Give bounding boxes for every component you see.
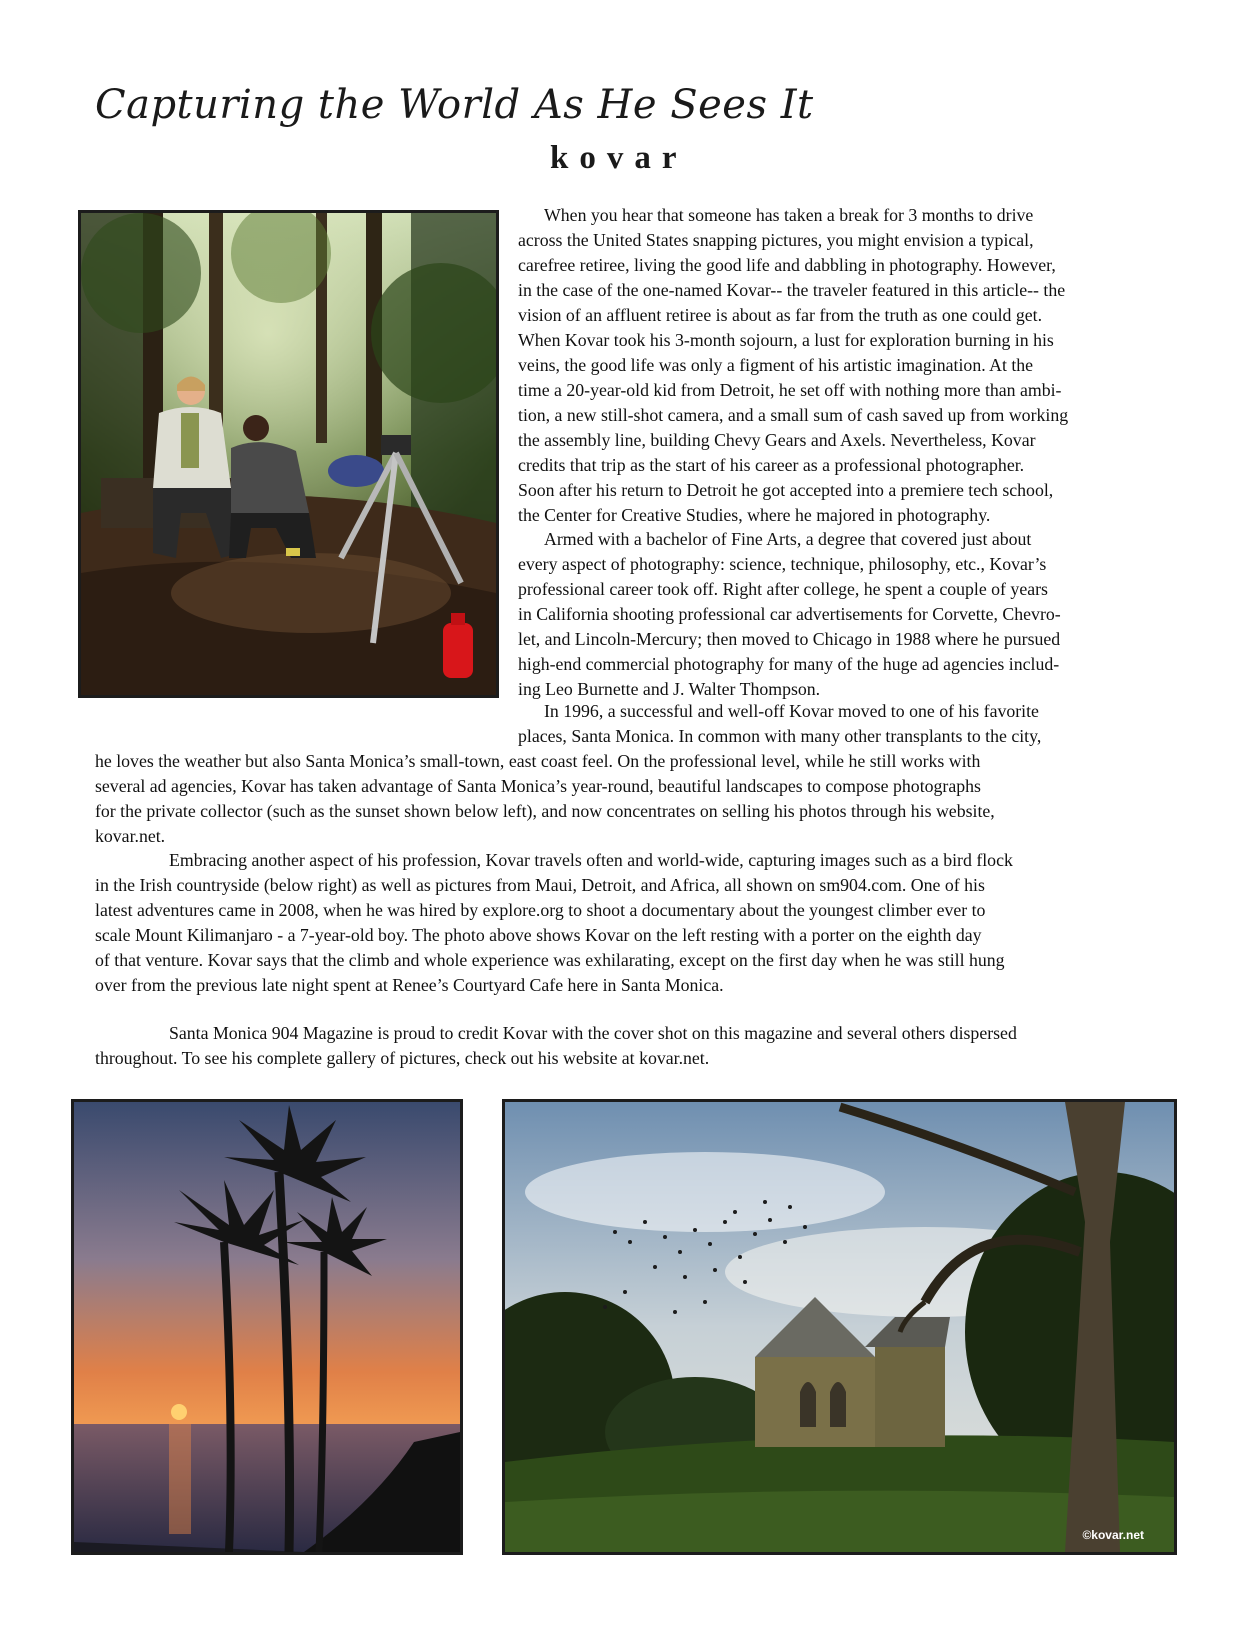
text-line: In 1996, a successful and well-off Kovar moved to one of his favorite: [544, 701, 1039, 721]
paragraph-credit: [95, 1021, 1017, 1071]
text-line: time a 20-year-old kid from Detroit, he set off with nothing more than ambi-: [518, 380, 1062, 400]
photo-credit: ©kovar.net: [1082, 1528, 1144, 1542]
text-line: Embracing another aspect of his profession, Kovar travels often and world-wide, capturing images such as a bird flock: [169, 850, 1013, 870]
paragraph-travels: [95, 848, 1013, 998]
text-line: every aspect of photography: science, technique, philosophy, etc., Kovar’s: [518, 554, 1047, 574]
text-line: latest adventures came in 2008, when he was hired by explore.org to shoot a documentary about the youngest climber ever to: [95, 900, 986, 920]
text-line: let, and Lincoln-Mercury; then moved to Chicago in 1988 where he pursued: [518, 629, 1061, 649]
text-line: When you hear that someone has taken a break for 3 months to drive: [544, 205, 1034, 225]
text-line: veins, the good life was only a figment of his artistic imagination. At the: [518, 355, 1034, 375]
text-line: in California shooting professional car advertisements for Corvette, Chevro-: [518, 604, 1061, 624]
text-line: in the case of the one-named Kovar-- the traveler featured in this article-- the: [518, 280, 1066, 300]
text-line: throughout. To see his complete gallery of pictures, check out his website at kovar.net.: [95, 1048, 710, 1068]
article-title: Capturing the World As He Sees It: [95, 82, 814, 128]
text-line: Soon after his return to Detroit he got accepted into a premiere tech school,: [518, 480, 1054, 500]
paragraph-intro: [518, 203, 1068, 528]
text-line: for the private collector (such as the sunset shown below left), and now concentrates on selling his photos through his website,: [95, 801, 995, 821]
text-line: professional career took off. Right after college, he spent a couple of years: [518, 579, 1048, 599]
article-byline: kovar: [550, 140, 688, 176]
text-line: the Center for Creative Studies, where he majored in photography.: [518, 505, 991, 525]
paragraph-santa-monica: [95, 699, 1041, 849]
text-line: across the United States snapping pictures, you might envision a typical,: [518, 230, 1034, 250]
text-line: tion, a new still-shot camera, and a small sum of cash saved up from working: [518, 405, 1069, 425]
santa-monica-sunset-photo: [71, 1099, 463, 1555]
text-line: When Kovar took his 3-month sojourn, a lust for exploration burning in his: [518, 330, 1054, 350]
text-line: high-end commercial photography for many of the huge ad agencies includ-: [518, 654, 1060, 674]
text-line: ing Leo Burnette and J. Walter Thompson.: [518, 679, 821, 699]
paragraph-career: [518, 527, 1061, 702]
text-line: kovar.net.: [95, 826, 166, 846]
text-line: Armed with a bachelor of Fine Arts, a degree that covered just about: [544, 529, 1032, 549]
text-line: several ad agencies, Kovar has taken advantage of Santa Monica’s year-round, beautiful landscapes to compose photographs: [95, 776, 981, 796]
text-line: carefree retiree, living the good life and dabbling in photography. However,: [518, 255, 1056, 275]
text-line: Santa Monica 904 Magazine is proud to credit Kovar with the cover shot on this magazine and several others dispersed: [169, 1023, 1017, 1043]
text-line: of that venture. Kovar says that the climb and whole experience was exhilarating, except on the first day when he was still hung: [95, 950, 1005, 970]
text-line: credits that trip as the start of his career as a professional photographer.: [518, 455, 1025, 475]
text-line: places, Santa Monica. In common with many other transplants to the city,: [518, 726, 1042, 746]
text-line: in the Irish countryside (below right) as well as pictures from Maui, Detroit, and Africa, all shown on sm904.com. One of his: [95, 875, 985, 895]
irish-church-bird-flock-photo: [502, 1099, 1177, 1555]
kovar-forest-photo: [78, 210, 499, 698]
text-line: over from the previous late night spent at Renee’s Courtyard Cafe here in Santa Monica.: [95, 975, 724, 995]
text-line: scale Mount Kilimanjaro - a 7-year-old boy. The photo above shows Kovar on the left resting with a porter on the eighth day: [95, 925, 982, 945]
text-line: the assembly line, building Chevy Gears and Axels. Nevertheless, Kovar: [518, 430, 1036, 450]
text-line: he loves the weather but also Santa Monica’s small-town, east coast feel. On the professional level, while he still works with: [95, 751, 981, 771]
text-line: vision of an affluent retiree is about as far from the truth as one could get.: [518, 305, 1043, 325]
